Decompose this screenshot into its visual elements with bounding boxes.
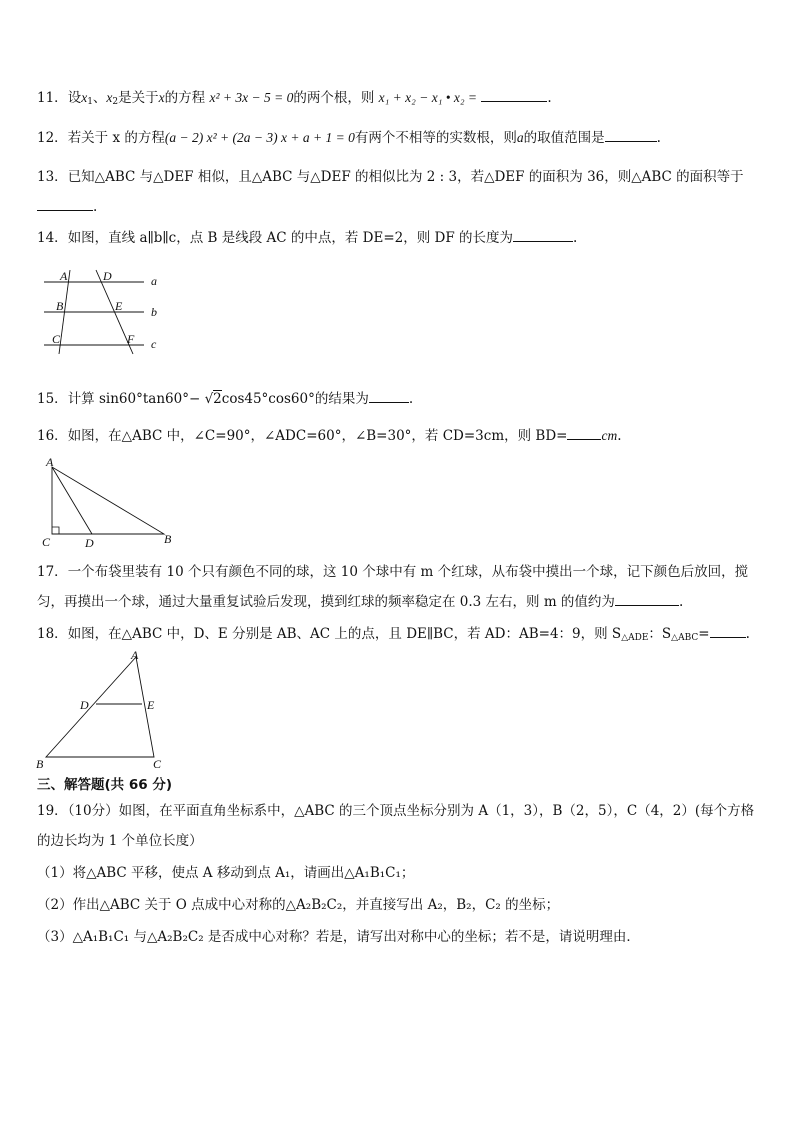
unit: cm: [601, 428, 618, 443]
text: .: [408, 391, 414, 407]
label-C: C: [153, 757, 162, 771]
radicand: 2: [213, 391, 222, 407]
triangle-abc: [46, 657, 154, 757]
text: 、: [92, 90, 107, 106]
label-B: B: [164, 532, 172, 546]
equation: x² + 3x − 5 = 0: [209, 90, 294, 105]
var-x: x: [158, 90, 165, 105]
label-D: D: [80, 698, 89, 712]
answer-blank[interactable]: [605, 129, 657, 142]
text: 一个布袋里装有 10 个只有颜色不同的球，这 10 个球中有 m 个红球，从布袋中摸出一个球，记下颜色后放回，搅: [67, 564, 749, 580]
question-19-line2: [37, 832, 203, 850]
label-C: C: [42, 535, 51, 549]
question-11: [37, 89, 552, 111]
question-13: [37, 168, 744, 186]
figure-parallel-lines: [38, 266, 168, 356]
text: ：S: [648, 626, 672, 642]
question-19-part2: [37, 896, 559, 914]
var-x1: x: [81, 90, 88, 105]
sub: 2: [112, 97, 119, 107]
text: 如图，在△ABC 中，∠C=90°，∠ADC=60°，∠B=30°，若 CD=3cm，则 BD=: [67, 428, 568, 444]
label-E: E: [147, 698, 155, 712]
question-19: [37, 802, 754, 820]
label-b: b: [151, 305, 157, 319]
subscript: △ABC: [671, 633, 699, 643]
question-number: 12．: [37, 130, 68, 146]
text: 的取值范围是: [523, 130, 605, 146]
question-number: 15．: [37, 391, 68, 407]
equation: (a − 2) x² + (2a − 3) x + a + 1 = 0: [164, 130, 355, 145]
question-number: 13．: [37, 169, 68, 185]
question-19-part3: [37, 928, 640, 946]
text: .: [93, 199, 98, 215]
text: 计算 sin60°tan60°−: [67, 391, 201, 407]
answer-blank[interactable]: [481, 89, 547, 102]
subscript: △ADE: [621, 633, 649, 643]
text: 如图，直线 a∥b∥c，点 B 是线段 AC 的中点，若 DE=2，则 DF 的长度为: [67, 230, 514, 246]
text: 已知△ABC 与△DEF 相似，且△ABC 与△DEF 的相似比为 2 : 3，若△DEF 的面积为 36，则△ABC 的面积等于: [67, 169, 744, 185]
question-15: [37, 390, 413, 408]
question-14: [37, 229, 577, 247]
question-18: [37, 625, 750, 647]
label-E: E: [115, 299, 123, 313]
figure-triangle-de-parallel-bc: [34, 648, 174, 772]
question-number: 16．: [37, 428, 68, 444]
text: .: [617, 428, 622, 444]
answer-blank[interactable]: [513, 229, 573, 242]
triangle-abc: [52, 467, 164, 534]
label-D: D: [103, 269, 112, 283]
label-B: B: [56, 299, 64, 313]
text: .: [656, 130, 661, 146]
right-angle-mark: [52, 527, 59, 534]
question-number: 19．: [37, 803, 68, 819]
answer-blank[interactable]: [37, 198, 93, 211]
label-A: A: [131, 648, 139, 662]
text: 如图，在平面直角坐标系中，△ABC 的三个顶点坐标分别为 A（1，3），B（2，5），C（4，2）(每个方格: [118, 803, 755, 819]
text: 如图，在△ABC 中，D、E 分别是 AB、AC 上的点，且 DE∥BC，若 AD：AB=4：9，则 S: [67, 626, 622, 642]
text: cos45°cos60°的结果为: [221, 391, 369, 407]
text: .: [745, 626, 750, 642]
text: 的边长均为 1 个单位长度）: [37, 833, 203, 849]
question-12: [37, 129, 661, 147]
question-number: 18．: [37, 626, 68, 642]
text: 的方程: [164, 90, 206, 106]
score: （10分）: [67, 803, 119, 819]
var-x2: x: [106, 90, 113, 105]
text: 是关于: [118, 90, 159, 106]
question-number: 17．: [37, 564, 68, 580]
text: 若关于 x 的方程: [67, 130, 165, 146]
text: 设: [67, 90, 82, 106]
question-13-line2: [37, 198, 97, 216]
question-19-part1: [37, 864, 414, 882]
question-16: [37, 427, 622, 445]
text: （2）作出△ABC 关于 O 点成中心对称的△A₂B₂C₂，并直接写出 A₂，B₂，C₂ 的坐标；: [37, 897, 560, 913]
sub: 1: [87, 97, 93, 107]
label-C: C: [52, 332, 61, 346]
text: 有两个不相等的实数根，则: [354, 130, 517, 146]
question-17: [37, 563, 748, 581]
text: 的两个根，则: [293, 90, 375, 106]
text: .: [573, 230, 578, 246]
text: .: [678, 594, 684, 610]
var-a: a: [516, 130, 524, 145]
text: =: [698, 626, 710, 642]
segment-ad: [52, 467, 92, 534]
label-A: A: [46, 455, 54, 469]
answer-blank[interactable]: [615, 593, 679, 606]
answer-blank[interactable]: [710, 625, 746, 638]
section-title: 三、解答题(共 66 分): [37, 777, 173, 793]
question-17-line2: [37, 593, 683, 611]
text: （3）△A₁B₁C₁ 与△A₂B₂C₂ 是否成中心对称？若是，请写出对称中心的坐标；若不是，请说明理由．: [37, 929, 640, 945]
question-number: 14．: [37, 230, 68, 246]
text: 匀，再摸出一个球，通过大量重复试验后发现，摸到红球的频率稳定在 0.3 左右，则 m 的值约为: [37, 594, 615, 610]
label-a: a: [151, 274, 157, 288]
label-D: D: [85, 536, 94, 550]
label-c: c: [151, 337, 157, 351]
question-number: 11．: [37, 90, 68, 106]
label-F: F: [127, 332, 135, 346]
expression: x₁ + x₂ − x₁ • x₂ =: [378, 90, 478, 105]
text: .: [547, 90, 552, 106]
figure-right-triangle: [38, 455, 188, 551]
label-A: A: [60, 269, 68, 283]
sqrt-symbol: √2: [204, 391, 222, 407]
answer-blank[interactable]: [369, 390, 409, 403]
label-B: B: [36, 757, 44, 771]
answer-blank[interactable]: [567, 427, 601, 440]
text: （1）将△ABC 平移，使点 A 移动到点 A₁，请画出△A₁B₁C₁；: [37, 865, 415, 881]
